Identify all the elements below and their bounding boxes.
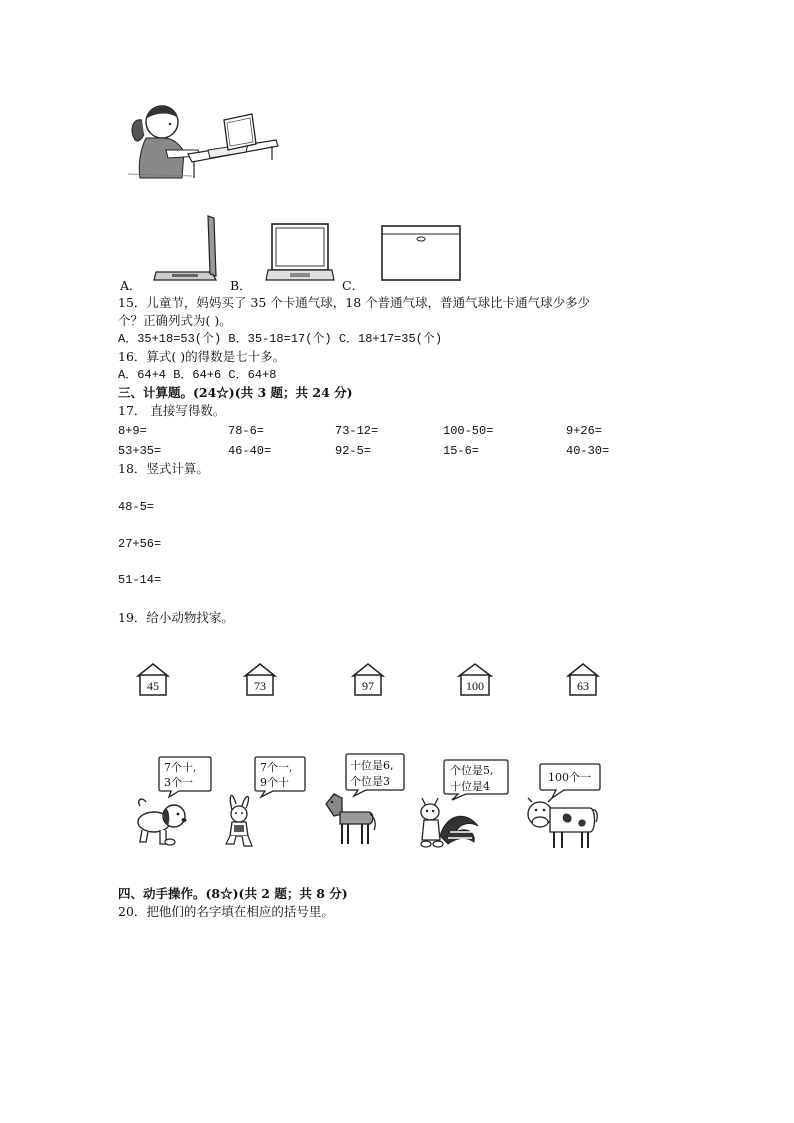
laptop-front-open-icon [264, 222, 336, 284]
laptop-side-view-icon [152, 214, 220, 284]
rabbit-bubble-line2: 9个十 [260, 776, 289, 789]
dog-bubble-line2: 3个一 [164, 776, 193, 789]
squirrel-icon[interactable] [416, 792, 482, 852]
dog-icon[interactable] [132, 796, 192, 848]
dog-bubble-line1: 7个十, [164, 761, 197, 774]
q20-stem: 20．把他们的名字填在相应的括号里。 [118, 904, 334, 919]
section-4-heading: 四、动手操作。(8☆)(共 2 题；共 8 分) [118, 886, 348, 901]
q17-row2-item5[interactable]: 40-30= [566, 444, 610, 458]
squirrel-bubble-line2: 十位是4 [450, 780, 490, 793]
rabbit-bubble-line1: 7个一, [260, 761, 293, 774]
q17-row1-item4[interactable]: 100-50= [443, 424, 494, 438]
cow-icon[interactable] [524, 796, 600, 852]
q17-row1-item3[interactable]: 73-12= [335, 424, 379, 438]
q16-options[interactable]: A．64+4 B．64+6 C．64+8 [118, 368, 277, 382]
q18-item3[interactable]: 51-14= [118, 573, 162, 587]
q17-row1-item5[interactable]: 9+26= [566, 424, 603, 438]
horse-bubble-line2: 个位是3 [350, 775, 390, 788]
q14-option-a-label[interactable]: A． [120, 278, 142, 293]
girl-with-laptop-illustration [128, 100, 280, 180]
house-number[interactable]: 73 [254, 679, 266, 693]
q17-row2-item1[interactable]: 53+35= [118, 444, 162, 458]
horse-bubble-line1: 十位是6, [350, 759, 394, 772]
q14-option-b-label[interactable]: B． [230, 278, 252, 293]
q16-stem: 16．算式( )的得数是七十多。 [118, 349, 286, 364]
house-number[interactable]: 63 [577, 679, 589, 693]
q14-option-c-label[interactable]: C． [342, 278, 365, 293]
q17-row2-item4[interactable]: 15-6= [443, 444, 480, 458]
q17-row1-item2[interactable]: 78-6= [228, 424, 265, 438]
section-3-heading: 三、计算题。(24☆)(共 3 题；共 24 分) [118, 385, 353, 400]
house-number[interactable]: 97 [362, 679, 374, 693]
q18-item1[interactable]: 48-5= [118, 500, 155, 514]
q15-stem-line1: 15．儿童节，妈妈买了 35 个卡通气球，18 个普通气球，普通气球比卡通气球少多少 [118, 295, 591, 310]
q17-row2-item2[interactable]: 46-40= [228, 444, 272, 458]
q15-stem-line2: 个？正确列式为( )。 [118, 313, 232, 328]
rabbit-icon[interactable] [220, 790, 260, 850]
q17-stem: 17． 直接写得数。 [118, 403, 226, 418]
house-number[interactable]: 45 [147, 679, 159, 693]
q18-item2[interactable]: 27+56= [118, 537, 162, 551]
q17-row1-item1[interactable]: 8+9= [118, 424, 147, 438]
squirrel-bubble-line1: 个位是5, [450, 764, 494, 777]
q18-stem: 18．竖式计算。 [118, 461, 209, 476]
q17-row2-item3[interactable]: 92-5= [335, 444, 372, 458]
q15-options[interactable]: A．35+18=53(个) B．35-18=17(个) C．18+17=35(个) [118, 332, 443, 346]
laptop-closed-top-icon [378, 224, 464, 282]
house-number[interactable]: 100 [466, 679, 484, 693]
horse-icon[interactable] [320, 790, 376, 848]
q19-stem: 19．给小动物找家。 [118, 610, 234, 625]
cow-bubble-line1: 100个一 [548, 771, 591, 784]
